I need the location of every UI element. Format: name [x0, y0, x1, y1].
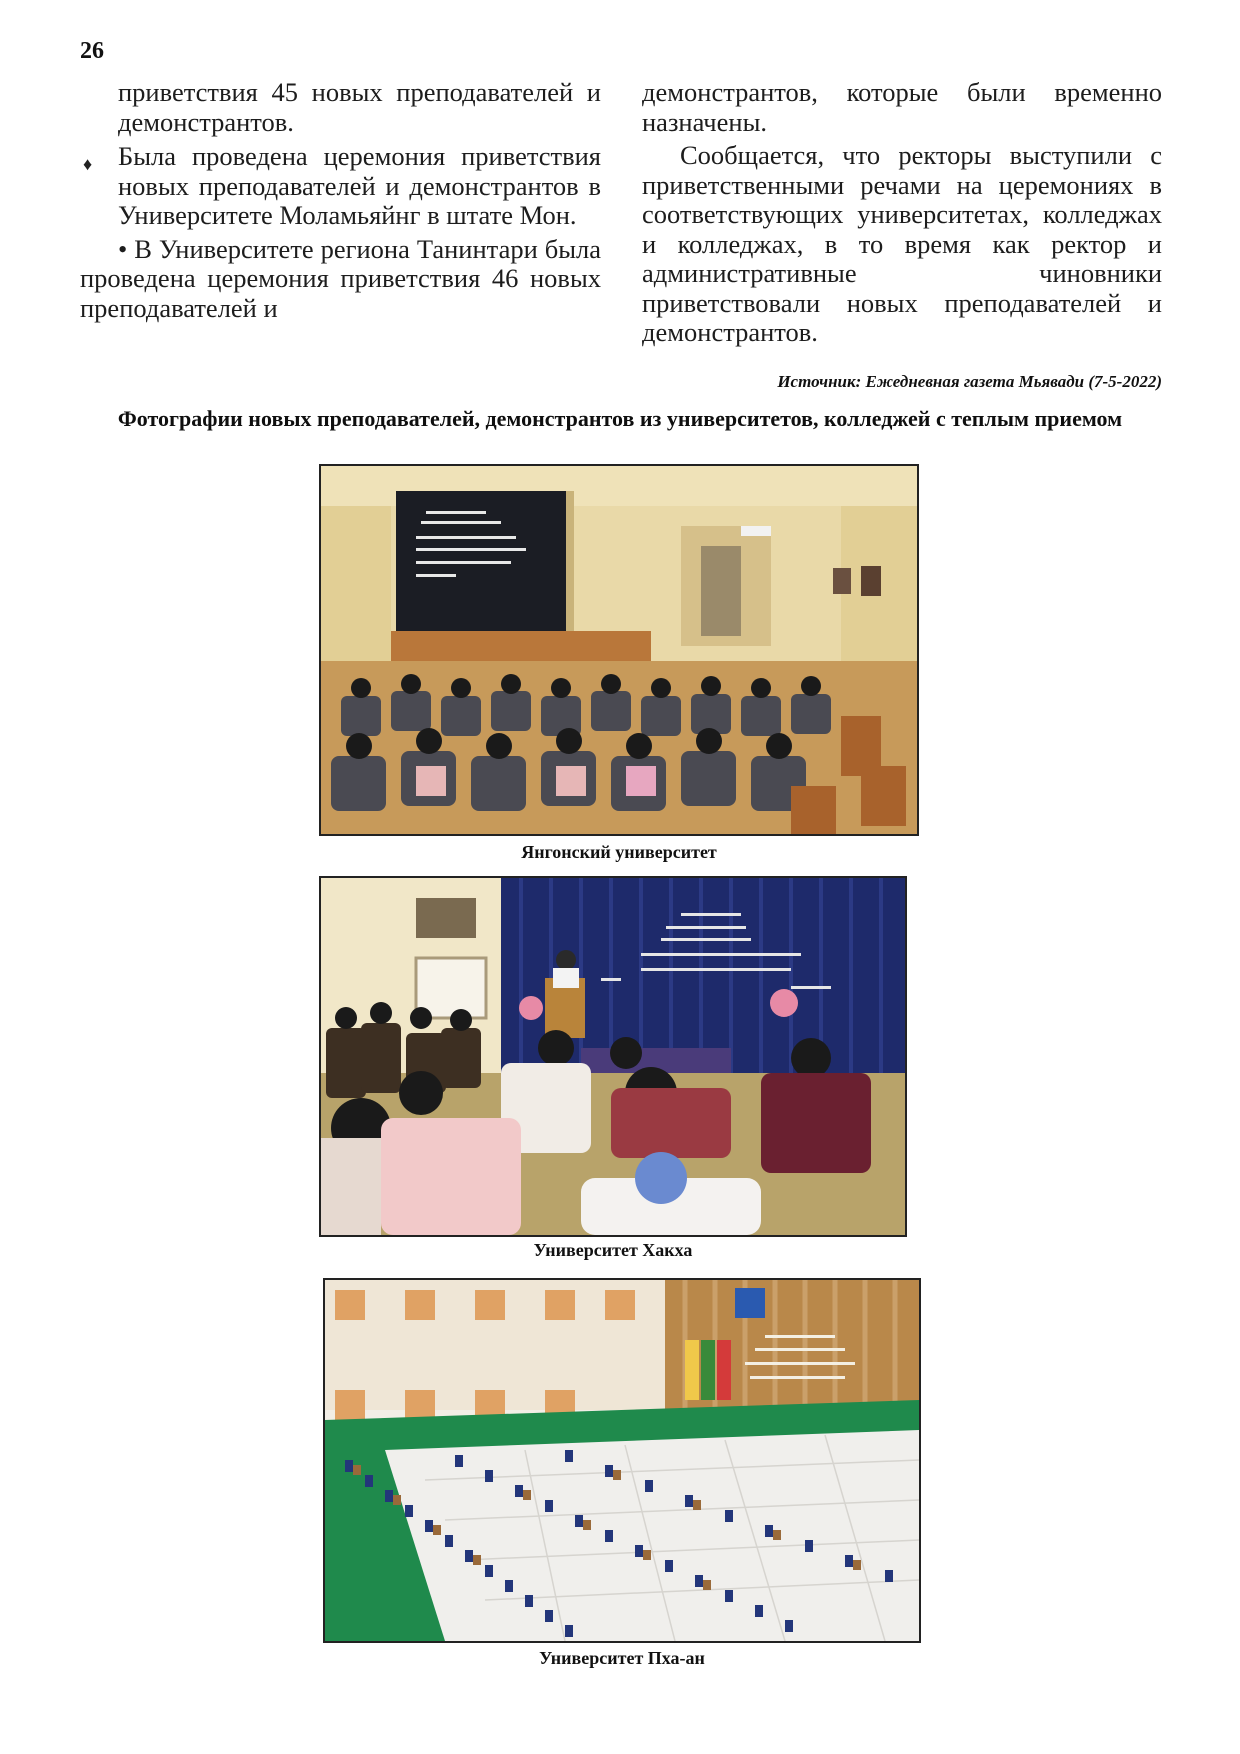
caption-hakha-university: Университет Хакха	[533, 1240, 693, 1260]
bullet-list-item	[80, 142, 601, 231]
source-citation: Источник: Ежедневная газета Мьявади (7-5-2022)	[777, 372, 1162, 391]
left-paragraph: • В Университете региона Танинтари была проведена церемония приветствия 46 новых преподавателей и	[80, 233, 601, 323]
page-number: 26	[80, 38, 104, 64]
gallery-title: Фотографии новых преподавателей, демонстрантов из университетов, колледжей с теплым приемом	[117, 406, 1123, 431]
right-column	[642, 78, 1162, 348]
caption-hpa-an-university: Университет Пха-ан	[539, 1648, 705, 1668]
left-continuation-text: приветствия 45 новых преподавателей и демонстрантов.	[118, 77, 601, 137]
caption-yangon-university: Янгонский университет	[521, 842, 717, 862]
photo-hpa-an-university	[323, 1278, 921, 1643]
left-column	[80, 78, 601, 323]
auditorium-photo-icon	[321, 466, 917, 834]
right-continuation-text: демонстрантов, которые были временно назначены.	[642, 77, 1162, 137]
diamond-bullet-icon: ♦	[83, 154, 93, 174]
assembly-hall-photo-icon	[325, 1280, 919, 1641]
photo-hakha-university	[319, 876, 907, 1237]
photo-yangon-university	[319, 464, 919, 836]
hall-photo-icon	[321, 878, 905, 1235]
article-columns	[80, 78, 1162, 358]
bullet-item-text: Была проведена церемония приветствия новых преподавателей и демонстрантов в Университете Моламьяйнг в штате Мон.	[118, 141, 601, 230]
right-paragraph: Сообщается, что ректоры выступили с приветственными речами на церемониях в соответствующих университетах, колледжах и колледжах, в то время как ректор и административные чиновники приветствовали новых преподавателей и демонстрантов.	[642, 140, 1162, 347]
